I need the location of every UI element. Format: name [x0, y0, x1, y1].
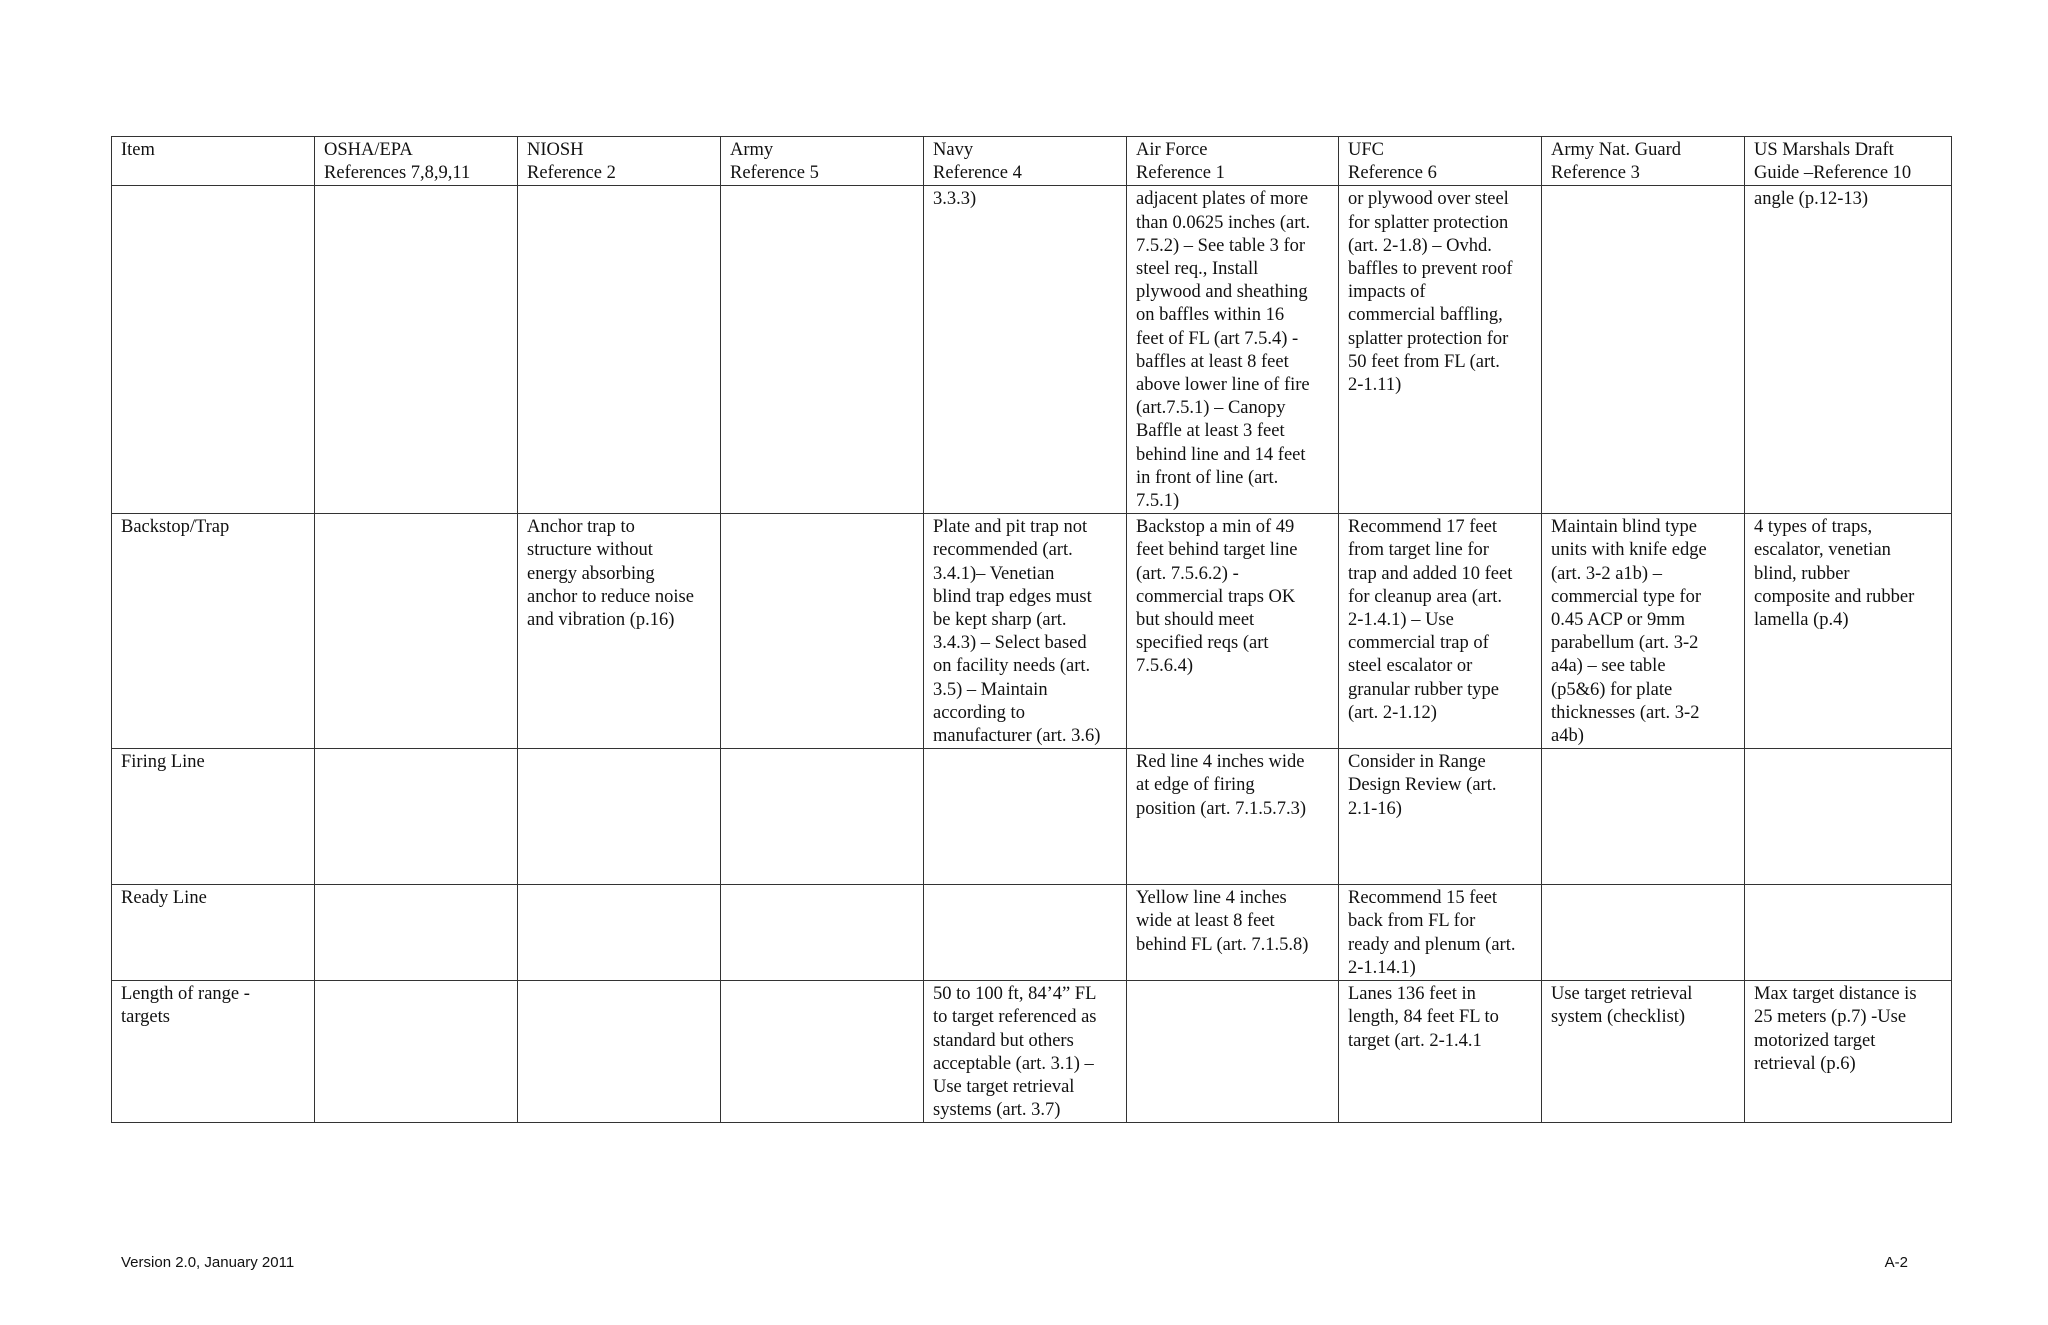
table-cell [721, 749, 924, 885]
table-cell: Maintain blind type units with knife edge (art. 3-2 a1b) – commercial type for 0.45 ACP or 9mm parabellum (art. 3-2 a4a) – see table (p5&6) for plate thicknesses (art. 3-2 a4b) [1542, 514, 1745, 749]
table-cell: Max target distance is 25 meters (p.7) -Use motorized target retrieval (p.6) [1745, 981, 1952, 1123]
row-label: Length of range - targets [112, 981, 315, 1123]
table-cell: Anchor trap to structure without energy absorbing anchor to reduce noise and vibration (p.16) [518, 514, 721, 749]
table-cell: Use target retrieval system (checklist) [1542, 981, 1745, 1123]
table-cell [1542, 885, 1745, 981]
table-cell [1127, 981, 1339, 1123]
table-cell [315, 981, 518, 1123]
table-cell: 4 types of traps, escalator, venetian blind, rubber composite and rubber lamella (p.4) [1745, 514, 1952, 749]
table-cell [1745, 885, 1952, 981]
table-cell: Recommend 15 feet back from FL for ready and plenum (art. 2-1.14.1) [1339, 885, 1542, 981]
reference-comparison-table [111, 136, 1952, 1123]
table-cell: Consider in Range Design Review (art. 2.1-16) [1339, 749, 1542, 885]
table-cell [1542, 749, 1745, 885]
header-cell-air-force: Air Force Reference 1 [1127, 137, 1339, 186]
header-cell-navy: Navy Reference 4 [924, 137, 1127, 186]
table-cell [518, 981, 721, 1123]
table-cell [721, 186, 924, 514]
table-cell: 3.3.3) [924, 186, 1127, 514]
table-cell [518, 885, 721, 981]
table-cell [315, 885, 518, 981]
table-cell [112, 186, 315, 514]
table-cell: Lanes 136 feet in length, 84 feet FL to target (art. 2-1.4.1 [1339, 981, 1542, 1123]
header-row [112, 137, 1952, 186]
table-cell [721, 981, 924, 1123]
header-cell-ufc: UFC Reference 6 [1339, 137, 1542, 186]
table-cell: adjacent plates of more than 0.0625 inches (art. 7.5.2) – See table 3 for steel req., Install plywood and sheathing on baffles within 16 feet of FL (art 7.5.4) - baffles at least 8 feet above lower line of fire (art.7.5.1) – Canopy Baffle at least 3 feet behind line and 14 feet in front of line (art. 7.5.1) [1127, 186, 1339, 514]
table-cell [721, 885, 924, 981]
table-cell [1745, 749, 1952, 885]
header-cell-army-nat-guard: Army Nat. Guard Reference 3 [1542, 137, 1745, 186]
table-cell: Recommend 17 feet from target line for trap and added 10 feet for cleanup area (art. 2-1.4.1) – Use commercial trap of steel escalator or granular rubber type (art. 2-1.12) [1339, 514, 1542, 749]
header-cell-osha-epa: OSHA/EPA References 7,8,9,11 [315, 137, 518, 186]
table-cell [315, 186, 518, 514]
table-cell: Red line 4 inches wide at edge of firing position (art. 7.1.5.7.3) [1127, 749, 1339, 885]
table-cell: Backstop a min of 49 feet behind target line (art. 7.5.6.2) - commercial traps OK but should meet specified reqs (art 7.5.6.4) [1127, 514, 1339, 749]
header-cell-item: Item [112, 137, 315, 186]
table-row-firing-line [112, 749, 1952, 885]
table-cell [924, 885, 1127, 981]
table-row-baffles-continued [112, 186, 1952, 514]
table-cell [721, 514, 924, 749]
table-cell: or plywood over steel for splatter protection (art. 2-1.8) – Ovhd. baffles to prevent roof impacts of commercial baffling, splatter protection for 50 feet from FL (art. 2-1.11) [1339, 186, 1542, 514]
table-cell [924, 749, 1127, 885]
row-label: Ready Line [112, 885, 315, 981]
table-cell: Yellow line 4 inches wide at least 8 feet behind FL (art. 7.1.5.8) [1127, 885, 1339, 981]
header-cell-niosh: NIOSH Reference 2 [518, 137, 721, 186]
row-label: Backstop/Trap [112, 514, 315, 749]
table-cell: Plate and pit trap not recommended (art. 3.4.1)– Venetian blind trap edges must be kept sharp (art. 3.4.3) – Select based on facility needs (art. 3.5) – Maintain according to manufacturer (art. 3.6) [924, 514, 1127, 749]
table-row-ready-line [112, 885, 1952, 981]
table-cell [315, 749, 518, 885]
header-cell-army: Army Reference 5 [721, 137, 924, 186]
table-cell: 50 to 100 ft, 84’4” FL to target referenced as standard but others acceptable (art. 3.1) – Use target retrieval systems (art. 3.7) [924, 981, 1127, 1123]
table-cell [1542, 186, 1745, 514]
header-cell-us-marshals: US Marshals Draft Guide –Reference 10 [1745, 137, 1952, 186]
row-label: Firing Line [112, 749, 315, 885]
table-row-backstop-trap [112, 514, 1952, 749]
table-cell [518, 186, 721, 514]
table-row-length-of-range [112, 981, 1952, 1123]
table-cell: angle (p.12-13) [1745, 186, 1952, 514]
table-cell [315, 514, 518, 749]
footer-version: Version 2.0, January 2011 [121, 1254, 295, 1271]
footer-page-number: A-2 [1884, 1254, 1908, 1271]
table-cell [518, 749, 721, 885]
